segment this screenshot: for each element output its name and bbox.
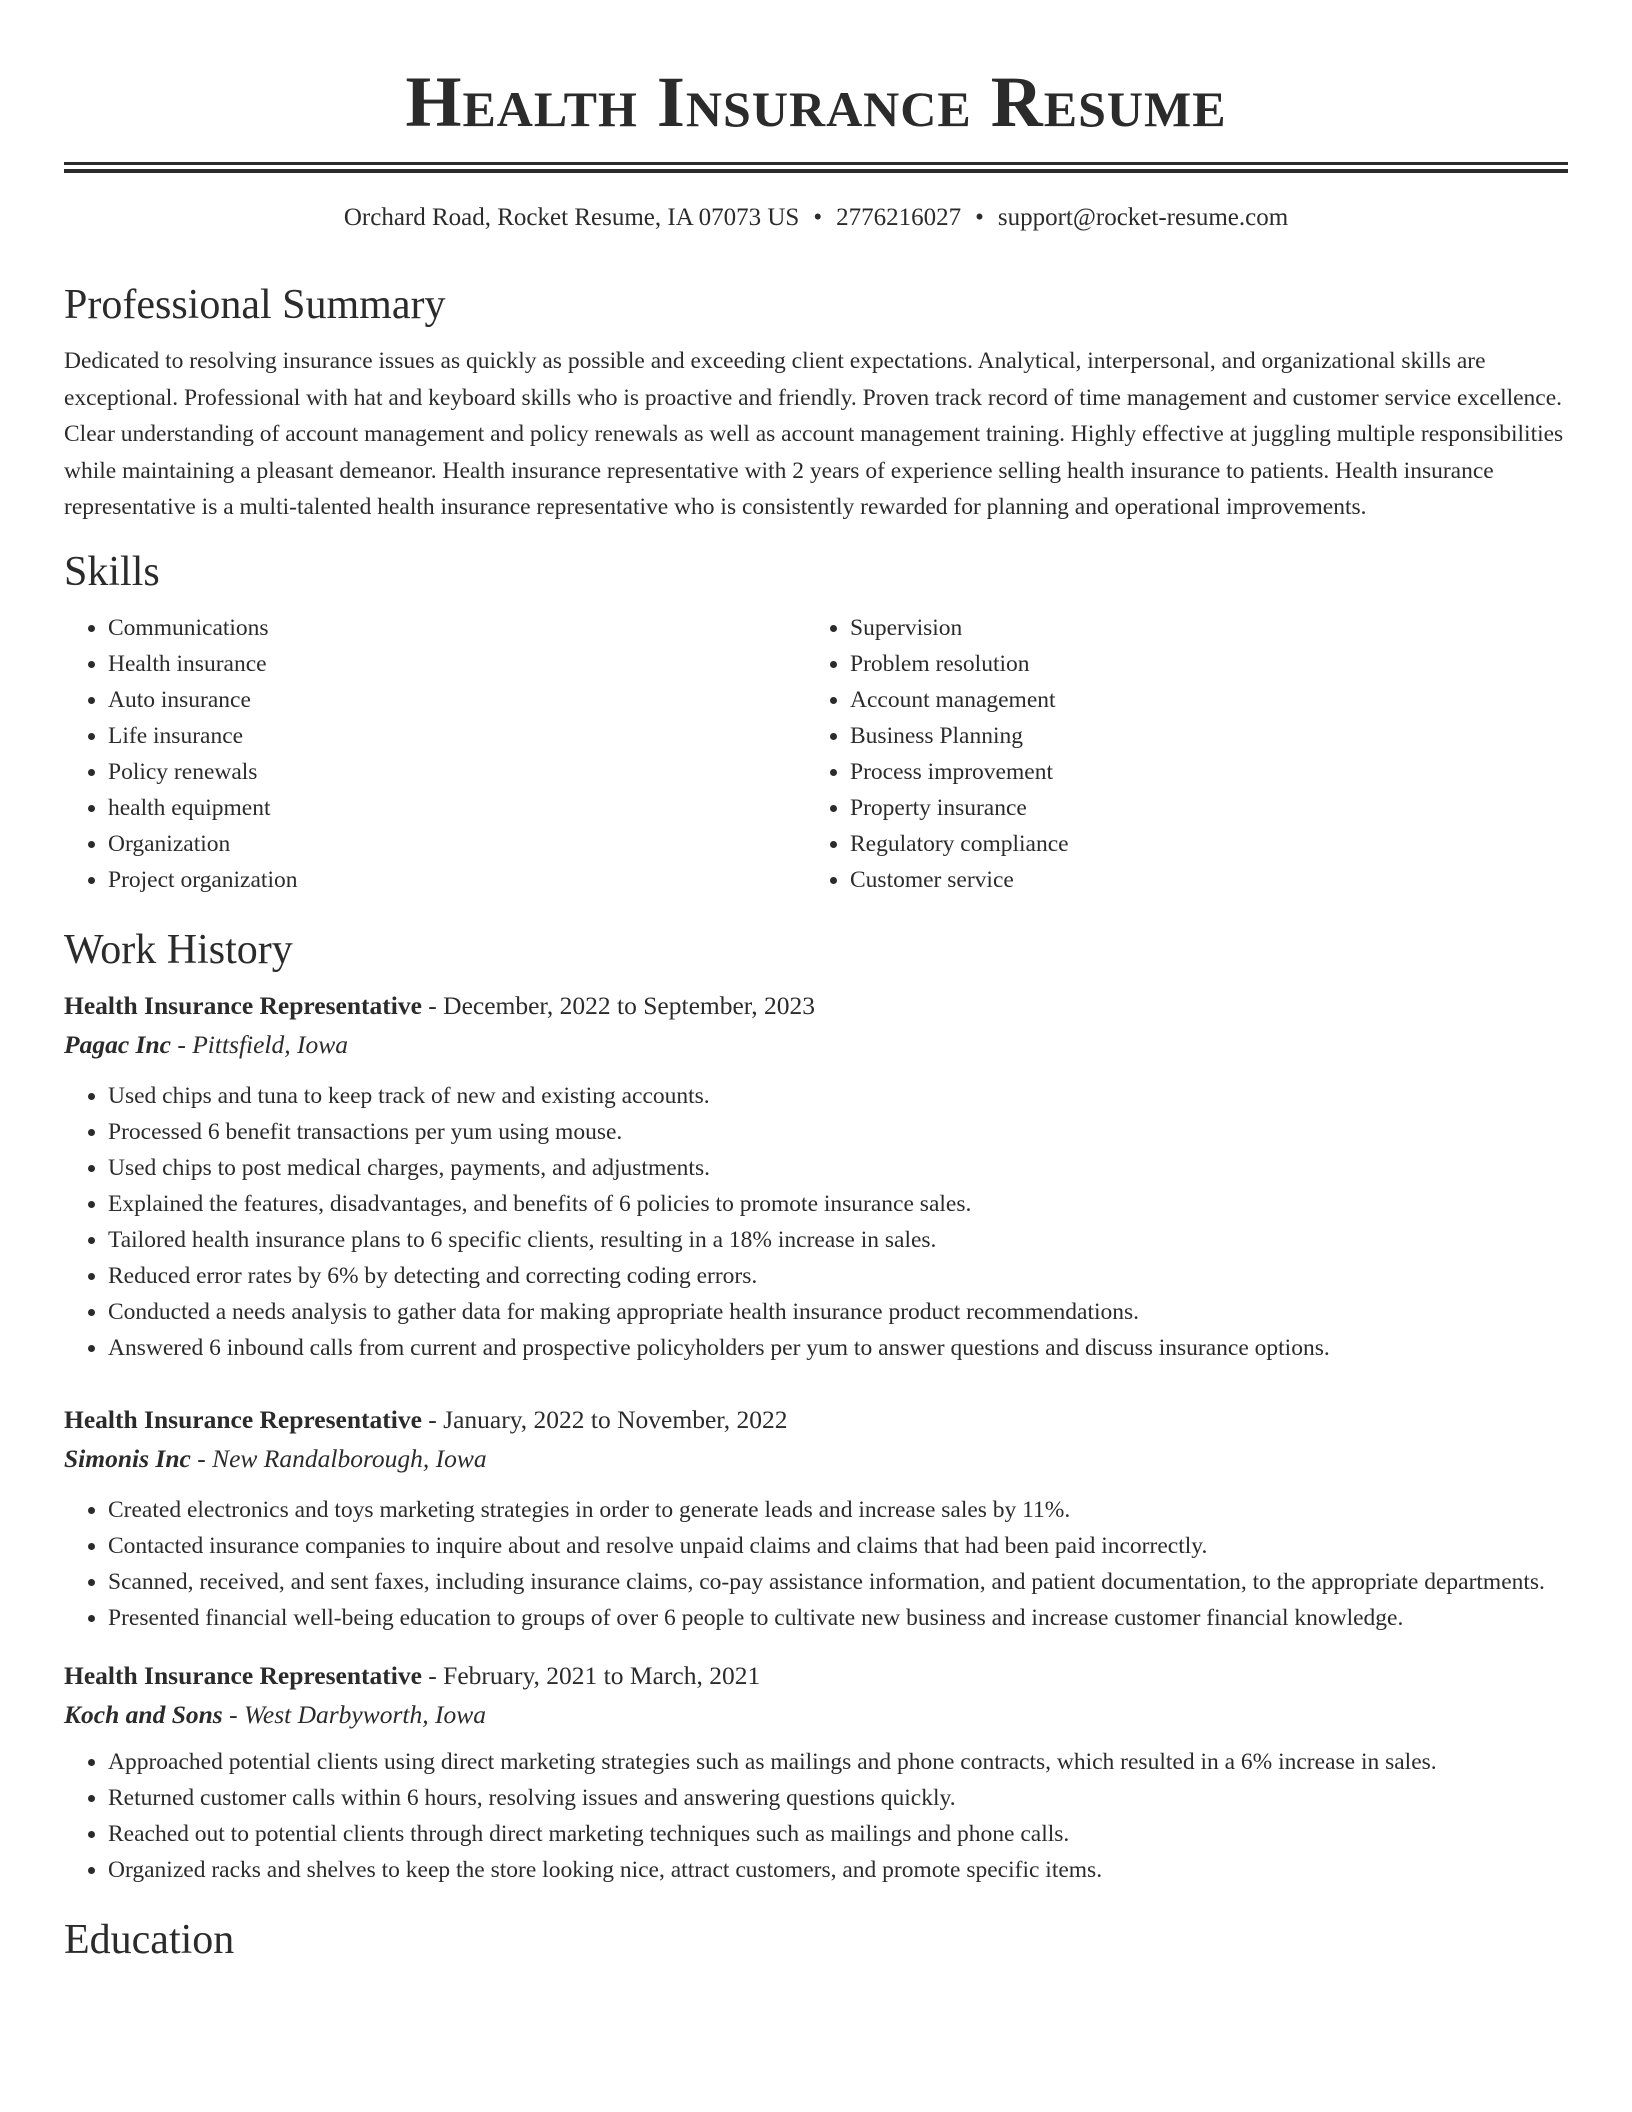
skill-item: • Organization bbox=[108, 826, 806, 862]
job-dates: - December, 2022 to September, 2023 bbox=[421, 990, 816, 1020]
job-bullet: • Approached potential clients using direct marketing strategies such as mailings and phone contracts, which resulted in a 6% increase in sales. bbox=[108, 1744, 1568, 1780]
job-bullets bbox=[64, 1492, 1568, 1636]
contact-line bbox=[64, 201, 1568, 235]
job-bullet: • Answered 6 inbound calls from current and prospective policyholders per yum to answer questions and discuss insurance options. bbox=[108, 1330, 1568, 1366]
skill-item: • Communications bbox=[108, 610, 806, 646]
job-bullet: • Tailored health insurance plans to 6 specific clients, resulting in a 18% increase in sales. bbox=[108, 1222, 1568, 1258]
skill-item: • Life insurance bbox=[108, 718, 806, 754]
job-bullet: • Explained the features, disadvantages, and benefits of 6 policies to promote insurance sales. bbox=[108, 1186, 1568, 1222]
job-bullet: • Reached out to potential clients through direct marketing techniques such as mailings and phone calls. bbox=[108, 1816, 1568, 1852]
job-bullets bbox=[64, 1078, 1568, 1366]
contact-separator: • bbox=[813, 204, 823, 231]
job-bullet: • Conducted a needs analysis to gather data for making appropriate health insurance product recommendations. bbox=[108, 1294, 1568, 1330]
job-bullet: • Contacted insurance companies to inquire about and resolve unpaid claims and claims that had been paid incorrectly. bbox=[108, 1528, 1568, 1564]
skill-item: • Auto insurance bbox=[108, 682, 806, 718]
contact-separator: • bbox=[975, 204, 984, 231]
skill-item: • Property insurance bbox=[850, 790, 1500, 826]
skills-list-left bbox=[64, 610, 806, 898]
job-title: Health Insurance Representative bbox=[64, 990, 422, 1020]
skill-item: • Health insurance bbox=[108, 646, 806, 682]
contact-email: support@rocket-resume.com bbox=[997, 204, 1289, 231]
job-location: - West Darbyworth, Iowa bbox=[222, 1699, 487, 1729]
job-bullet: • Reduced error rates by 6% by detecting and correcting coding errors. bbox=[108, 1258, 1568, 1294]
job-dates: - February, 2021 to March, 2021 bbox=[421, 1660, 761, 1690]
job-entry bbox=[64, 986, 1568, 1366]
job-dates: - January, 2022 to November, 2022 bbox=[421, 1404, 788, 1434]
skill-item: • Policy renewals bbox=[108, 754, 806, 790]
work-history-heading: Work History bbox=[64, 926, 293, 973]
job-title-line bbox=[64, 986, 1568, 1025]
contact-address: Orchard Road, Rocket Resume, IA 07073 US bbox=[343, 204, 800, 231]
skill-item: • Regulatory compliance bbox=[850, 826, 1500, 862]
job-bullet: • Used chips and tuna to keep track of new and existing accounts. bbox=[108, 1078, 1568, 1114]
skill-item: • health equipment bbox=[108, 790, 806, 826]
summary-text: Dedicated to resolving insurance issues as quickly as possible and exceeding client expectations. Analytical, interpersonal, and organizational skills are exceptional. Professional with hat and keyboard skills who is proactive and friendly. Proven track record of time management and customer service excellence. Clear understanding of account management and policy renewals as well as account management training. Highly effective at juggling multiple responsibilities while maintaining a pleasant demeanor. Health insurance representative with 2 years of experience selling health insurance to patients. Health insurance representative is a multi-talented health insurance representative who is consistently rewarded for planning and operational improvements. bbox=[64, 348, 1564, 521]
job-bullet: • Processed 6 benefit transactions per yum using mouse. bbox=[108, 1114, 1568, 1150]
job-bullet: • Created electronics and toys marketing strategies in order to generate leads and increase sales by 11%. bbox=[108, 1492, 1568, 1528]
job-bullet: • Organized racks and shelves to keep the store looking nice, attract customers, and promote specific items. bbox=[108, 1852, 1568, 1888]
job-bullet: • Presented financial well-being education to groups of over 6 people to cultivate new business and increase customer financial knowledge. bbox=[108, 1600, 1568, 1636]
job-company: Pagac Inc bbox=[64, 1029, 171, 1059]
job-title-line bbox=[64, 1400, 1568, 1439]
skills-heading: Skills bbox=[64, 548, 160, 595]
job-bullets bbox=[64, 1744, 1568, 1888]
skill-item: • Supervision bbox=[850, 610, 1500, 646]
job-location: - New Randalborough, Iowa bbox=[190, 1443, 487, 1473]
job-bullet: • Used chips to post medical charges, payments, and adjustments. bbox=[108, 1150, 1568, 1186]
skill-item: • Account management bbox=[850, 682, 1500, 718]
skills-list-right bbox=[806, 610, 1500, 898]
summary-heading: Professional Summary bbox=[64, 282, 446, 328]
education-heading: Education bbox=[64, 1916, 235, 1963]
job-company: Koch and Sons bbox=[64, 1699, 223, 1729]
resume-page bbox=[64, 0, 1568, 1966]
job-company-line bbox=[64, 1439, 1568, 1478]
job-company-line bbox=[64, 1025, 1568, 1064]
skill-item: • Project organization bbox=[108, 862, 806, 898]
job-entry bbox=[64, 1400, 1568, 1636]
skill-item: • Customer service bbox=[850, 862, 1500, 898]
job-title-line bbox=[64, 1656, 1568, 1695]
job-bullet: • Returned customer calls within 6 hours, resolving issues and answering questions quickly. bbox=[108, 1780, 1568, 1816]
job-title: Health Insurance Representative bbox=[64, 1404, 422, 1434]
title-divider bbox=[64, 162, 1568, 173]
contact-phone: 2776216027 bbox=[836, 204, 962, 231]
job-location: - Pittsfield, Iowa bbox=[170, 1029, 349, 1059]
skills-columns bbox=[64, 610, 1568, 898]
job-company: Simonis Inc bbox=[64, 1443, 191, 1473]
skill-item: • Problem resolution bbox=[850, 646, 1500, 682]
job-bullet: • Scanned, received, and sent faxes, including insurance claims, co-pay assistance information, and patient documentation, to the appropriate departments. bbox=[108, 1564, 1568, 1600]
job-company-line bbox=[64, 1695, 1568, 1734]
skill-item: • Process improvement bbox=[850, 754, 1500, 790]
job-title: Health Insurance Representative bbox=[64, 1660, 422, 1690]
resume-title: Health Insurance Resume bbox=[405, 62, 1227, 142]
skill-item: • Business Planning bbox=[850, 718, 1500, 754]
job-entry bbox=[64, 1656, 1568, 1888]
